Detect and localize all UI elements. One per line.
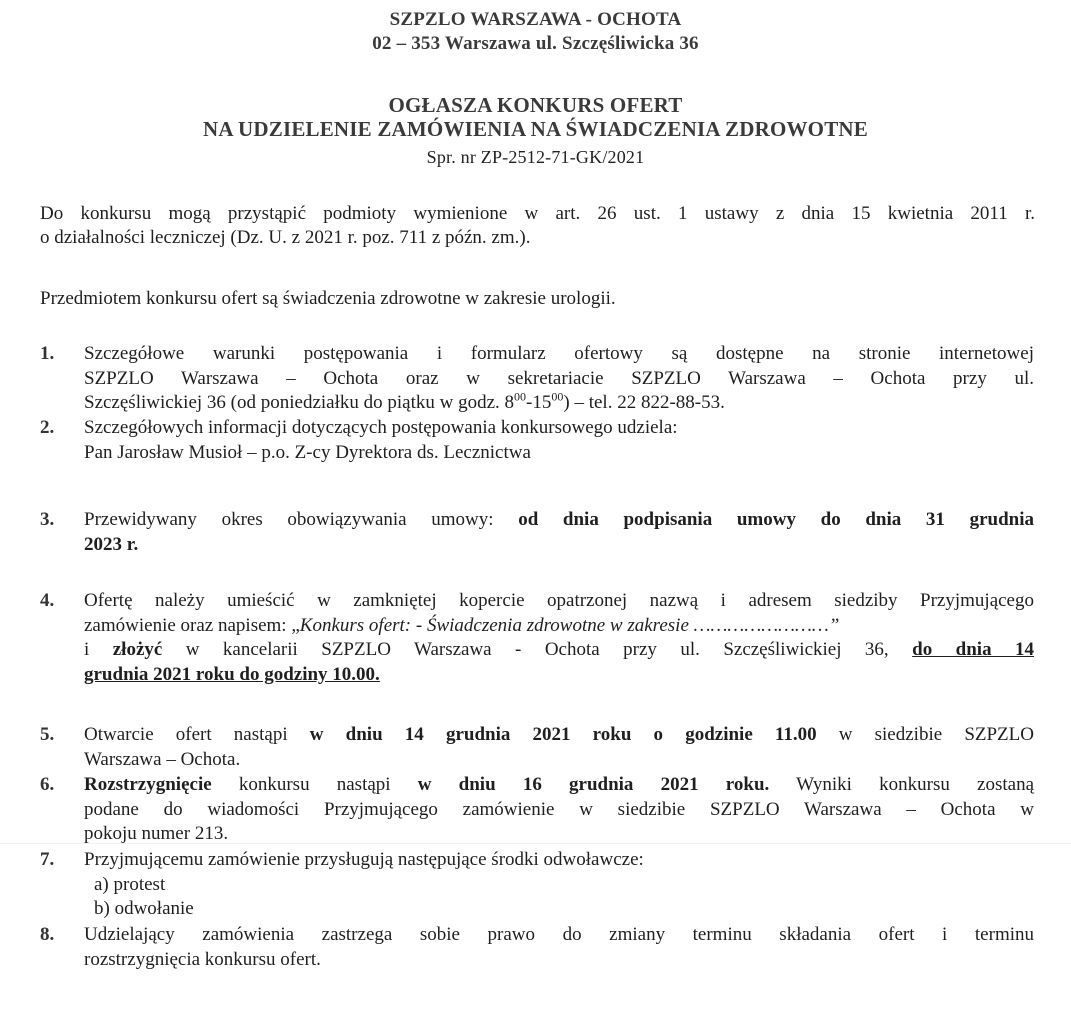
item-text: Warszawa – Ochota. [84, 748, 241, 770]
case-reference: Spr. nr ZP-2512-71-GK/2021 [426, 147, 645, 167]
item-text: Otwarcie ofert nastąpi w dniu 14 grudnia 2021 roku o godzinie 11.00 w siedzibie SZPZLO [84, 724, 1034, 745]
deadline-text: grudnia 2021 roku do godziny 10.00. [84, 663, 380, 685]
eligibility-paragraph [40, 202, 1035, 250]
item-number: 1. [40, 343, 55, 364]
announcement-subtitle: NA UDZIELENIE ZAMÓWIENIA NA ŚWIADCZENIA ZDROWOTNE [202, 117, 868, 141]
contact-person: Pan Jarosław Musioł – p.o. Z-cy Dyrektora ds. Lecznictwa [84, 441, 531, 463]
item-text: i złożyć w kancelarii SZPZLO Warszawa - Ochota przy ul. Szczęśliwickiej 36, do dnia 14 [84, 639, 1035, 660]
item-text: Szczegółowych informacji dotyczących postępowania konkursowego udziela: [84, 417, 678, 438]
organization-name: SZPZLO WARSZAWA - OCHOTA [389, 9, 682, 30]
item-text: SZPZLO Warszawa – Ochota oraz w sekretariacie SZPZLO Warszawa – Ochota przy ul. [84, 367, 1034, 389]
item-text: podane do wiadomości Przyjmującego zamówienie w siedzibie SZPZLO Warszawa – Ochota w [84, 798, 1034, 820]
item-number: 6. [40, 774, 55, 795]
sub-item: b) odwołanie [94, 898, 194, 919]
eligibility-line-1: Do konkursu mogą przystąpić podmioty wymienione w art. 26 ust. 1 ustawy z dnia 15 kwietnia 2011 r. [40, 203, 1035, 224]
item-text: rozstrzygnięcia konkursu ofert. [84, 948, 321, 970]
subject-paragraph: Przedmiotem konkursu ofert są świadczenia zdrowotne w zakresie urologii. [40, 288, 616, 309]
item-text: 2023 r. [84, 533, 139, 555]
sub-item: a) protest [94, 873, 166, 895]
eligibility-line-2: o działalności leczniczej (Dz. U. z 2021 r. poz. 711 z późn. zm.). [40, 227, 531, 248]
item-text: pokoju numer 213. [84, 823, 229, 844]
organization-address: 02 – 353 Warszawa ul. Szczęśliwicka 36 [372, 33, 699, 54]
item-text: Przewidywany okres obowiązywania umowy: od dnia podpisania umowy do dnia 31 grudnia [84, 509, 1034, 530]
item-number: 5. [40, 724, 55, 745]
item-text: Rozstrzygnięcie konkursu nastąpi w dniu 16 grudnia 2021 roku. Wyniki konkursu zostaną [84, 774, 1035, 795]
item-number: 2. [40, 417, 55, 438]
item-text: Ofertę należy umieścić w zamkniętej kopercie opatrzonej nazwą i adresem siedziby Przyjmującego [84, 590, 1034, 611]
item-number: 7. [40, 849, 55, 870]
item-text: Szczegółowe warunki postępowania i formularz ofertowy są dostępne na stronie internetowej [84, 343, 1034, 364]
item-text: Udzielający zamówienia zastrzega sobie prawo do zmiany terminu składania ofert i terminu [84, 924, 1034, 945]
item-text: zamówienie oraz napisem: „Konkurs ofert: - Świadczenia zdrowotne w zakresie ……………………” [84, 614, 840, 636]
item-number: 4. [40, 590, 55, 611]
item-text: Przyjmującemu zamówienie przysługują następujące środki odwoławcze: [84, 849, 644, 870]
item-number: 8. [40, 924, 55, 945]
item-text: Szczęśliwickiej 36 (od poniedziałku do piątku w godz. $8^{00}-15^{00}$) – tel. 22 822-88-53. [84, 389, 725, 413]
item-number: 3. [40, 509, 55, 530]
announcement-title: OGŁASZA KONKURS OFERT [388, 93, 683, 117]
